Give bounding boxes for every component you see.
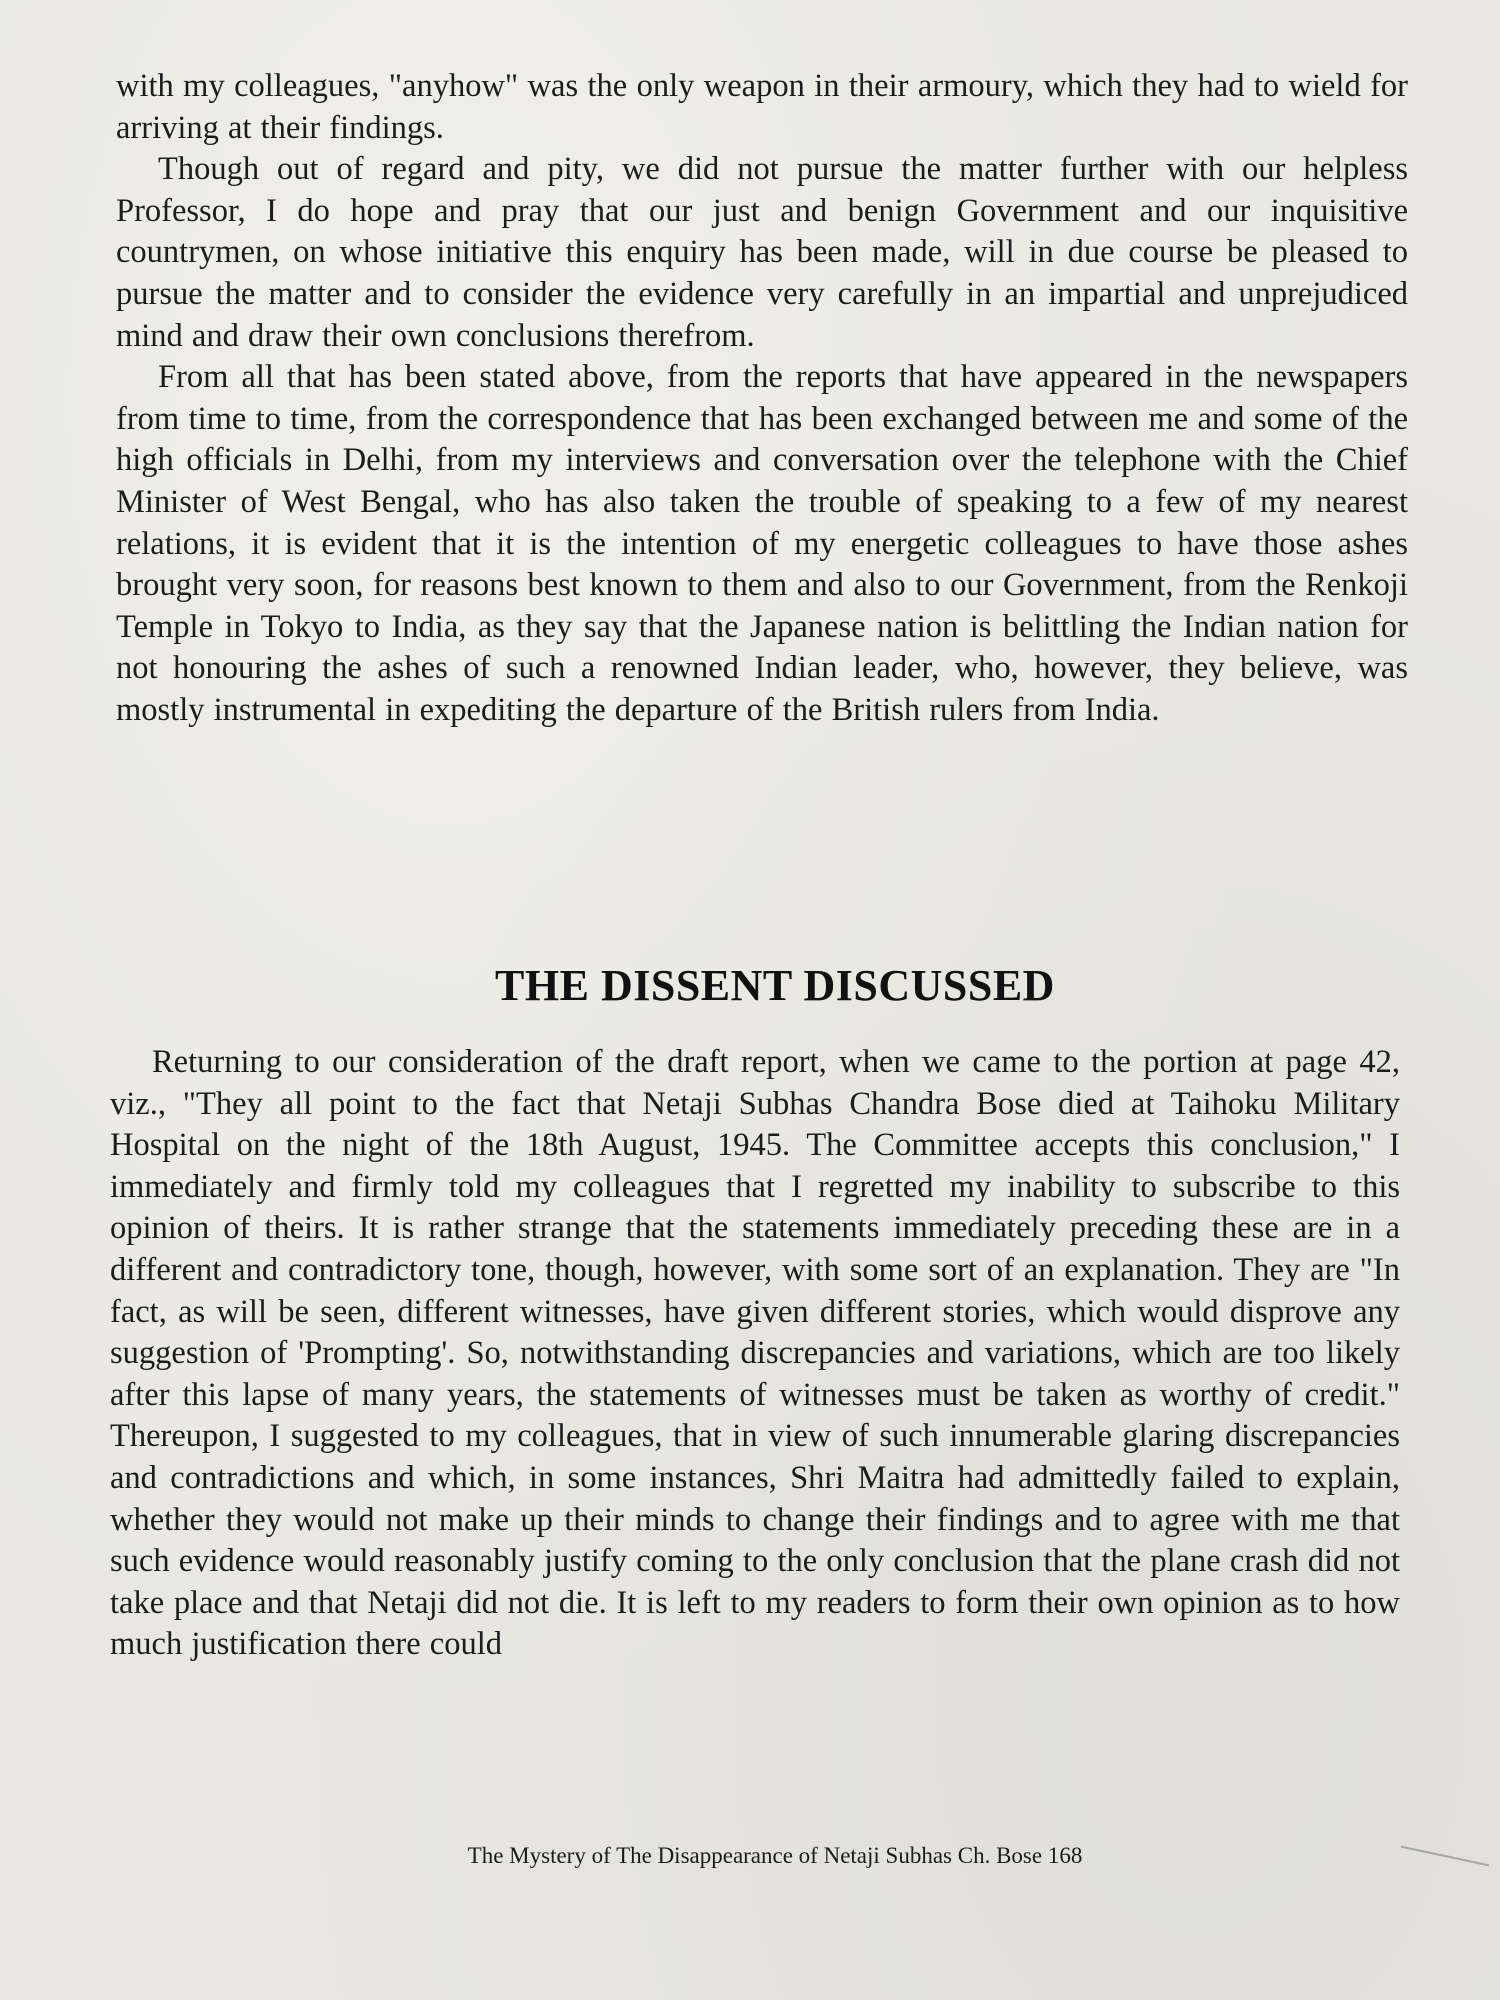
text-block-bottom [110,1042,1400,1666]
paragraph: Returning to our consideration of the draft report, when we came to the portion at page 42, viz., "They all point to the fact that Netaji Subhas Chandra Bose died at Taihoku Military Hospital on the night of the 18th August, 1945. The Committee accepts this conclusion," I immediately and firmly told my colleagues that I regretted my inability to subscribe to this opinion of theirs. It is rather strange that the statements immediately preceding these are in a different and contradictory tone, though, however, with some sort of an explanation. They are "In fact, as will be seen, different witnesses, have given different stories, which would disprove any suggestion of 'Prompting'. So, notwithstanding discrepancies and variations, which are too likely after this lapse of many years, the statements of witnesses must be taken as worthy of credit." Thereupon, I suggested to my colleagues, that in view of such innumerable glaring discrepancies and contradictions and which, in some instances, Shri Maitra had admittedly failed to explain, whether they would not make up their minds to change their findings and to agree with me that such evidence would reasonably justify coming to the only conclusion that the plane crash did not take place and that Netaji did not die. It is left to my readers to form their own opinion as to how much justification there could [110,1044,1400,1663]
paragraph: Though out of regard and pity, we did not pursue the matter further with our helpless Professor, I do hope and pray that our just and benign Government and our inquisitive countrymen, on whose initiative this enquiry has been made, will in due course be pleased to pursue the matter and to consider the evidence very carefully in an impartial and unprejudiced mind and draw their own conclusions therefrom. [116,151,1408,354]
paragraph: From all that has been stated above, from the reports that have appeared in the newspapers from time to time, from the correspondence that has been exchanged between me and some of the high officials in Delhi, from my interviews and conversation over the telephone with the Chief Minister of West Bengal, who has also taken the trouble of speaking to a few of my nearest relations, it is evident that it is the intention of my energetic colleagues to have those ashes brought very soon, for reasons best known to them and also to our Government, from the Renkoji Temple in Tokyo to India, as they say that the Japanese nation is belittling the Indian nation for not honouring the ashes of such a renowned Indian leader, who, however, they believe, was mostly instrumental in expediting the departure of the British rulers from India. [116,359,1408,728]
text-block-top [116,66,1408,732]
paragraph-continuation: with my colleagues, "anyhow" was the only weapon in their armoury, which they had to wield for arriving at their findings. [116,68,1408,146]
page-footer: The Mystery of The Disappearance of Netaji Subhas Ch. Bose 168 [467,1843,1083,1868]
section-heading: THE DISSENT DISCUSSED [495,961,1055,1010]
